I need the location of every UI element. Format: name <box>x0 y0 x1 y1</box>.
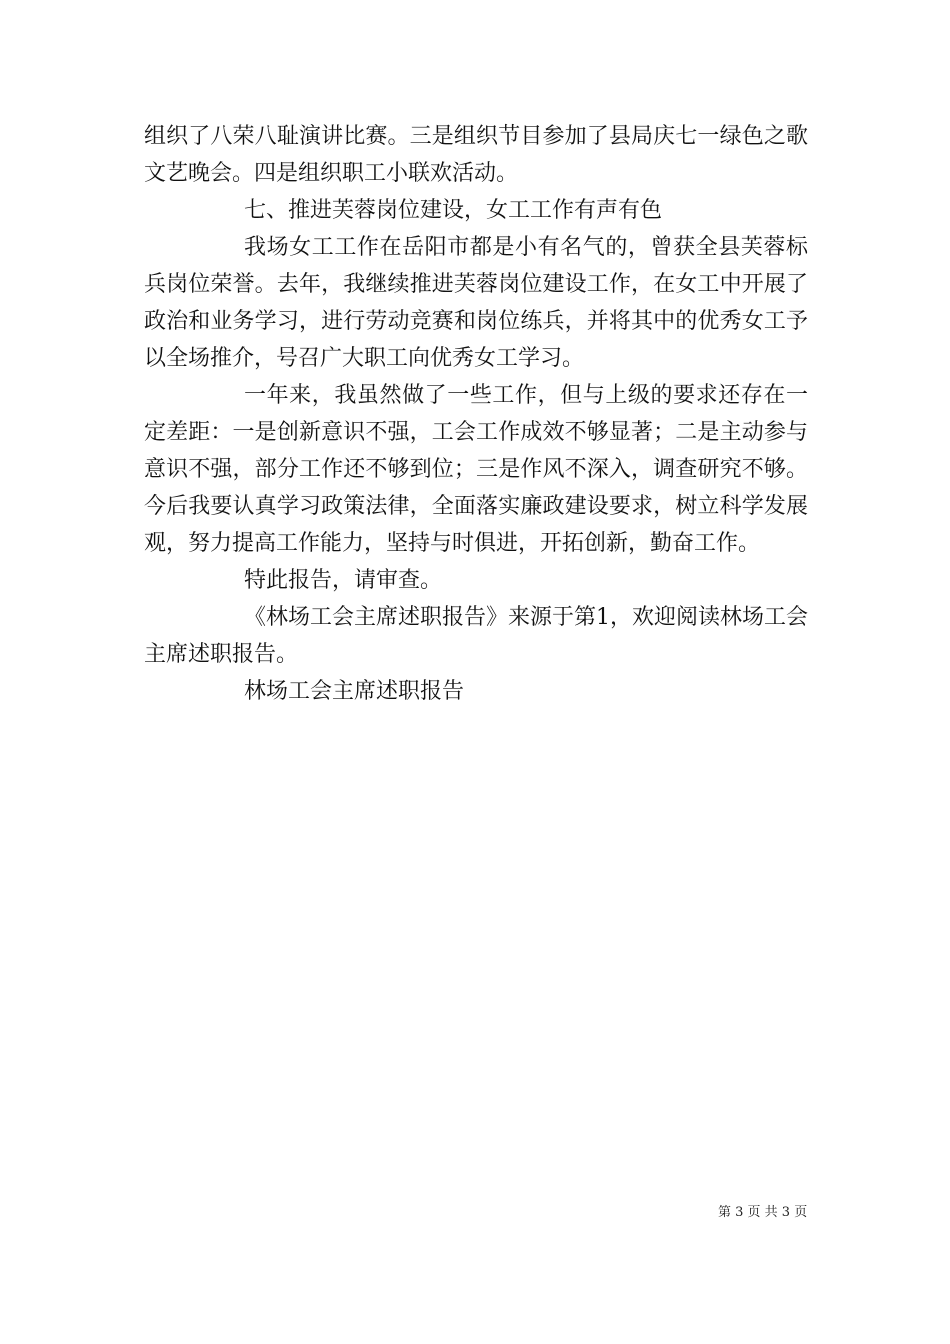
page-number-footer: 第 3 页 共 3 页 <box>718 1205 808 1220</box>
paragraph-closing: 特此报告，请审查。 <box>244 568 443 593</box>
paragraph-self-assessment: 一年来，我虽然做了一些工作，但与上级的要求还存在一定差距：一是创新意识不强，工会工作成效不够显著；二是主动参与意识不强，部分工作还不够到位；三是作风不深入，调查研究不够。今后我要认真学习政策法律，全面落实廉政建设要求，树立科学发展观，努力提高工作能力，坚持与时俱进，开拓创新，勤奋工作。 <box>144 383 808 556</box>
paragraph-source-note: 《林场工会主席述职报告》来源于第1，欢迎阅读林场工会主席述职报告。 <box>144 605 808 667</box>
paragraph-continuation: 组织了八荣八耻演讲比赛。三是组织节目参加了县局庆七一绿色之歌文艺晚会。四是组织职工小联欢活动。 <box>144 124 808 186</box>
section-heading: 七、推进芙蓉岗位建设，女工工作有声有色 <box>244 198 663 223</box>
document-body <box>144 118 808 710</box>
paragraph-female-workers: 我场女工工作在岳阳市都是小有名气的，曾获全县芙蓉标兵岗位荣誉。去年，我继续推进芙蓉岗位建设工作，在女工中开展了政治和业务学习，进行劳动竞赛和岗位练兵，并将其中的优秀女工予以全场推介，号召广大职工向优秀女工学习。 <box>144 235 808 371</box>
paragraph-report-title: 林场工会主席述职报告 <box>244 679 465 704</box>
